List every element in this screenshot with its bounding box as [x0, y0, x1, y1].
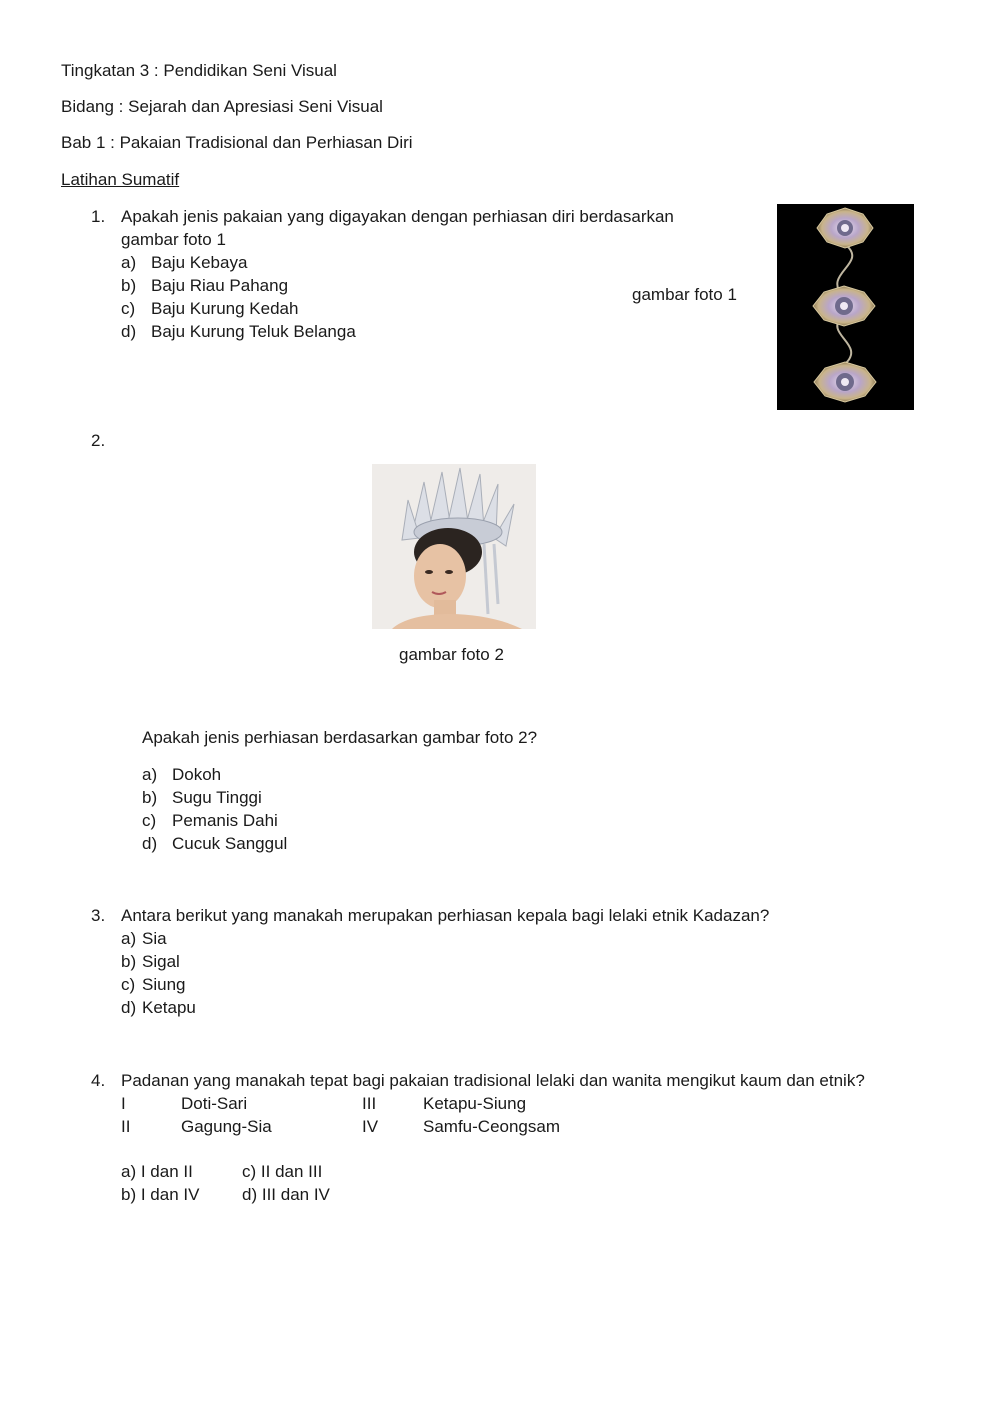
answer-option-b[interactable]: b)	[121, 276, 137, 295]
answer-option-b[interactable]: b)	[142, 788, 158, 807]
statement-numeral: I	[121, 1094, 126, 1113]
answer-option-a[interactable]: a) I dan II	[121, 1162, 193, 1181]
answer-option-text[interactable]: Baju Kebaya	[151, 253, 248, 272]
answer-option-b[interactable]: b)	[121, 952, 137, 971]
answer-option-a[interactable]: a)	[121, 929, 137, 948]
statement-numeral: III	[362, 1094, 377, 1113]
answer-option-a[interactable]: a)	[142, 765, 158, 784]
header-field: Bidang : Sejarah dan Apresiasi Seni Visual	[61, 97, 383, 116]
photo-caption: gambar foto 1	[632, 285, 737, 304]
statement-text: Ketapu-Siung	[423, 1094, 527, 1113]
answer-option-text[interactable]: Cucuk Sanggul	[172, 834, 288, 853]
answer-option-text[interactable]: Sigal	[142, 952, 180, 971]
header-subject: Tingkatan 3 : Pendidikan Seni Visual	[61, 61, 337, 80]
answer-option-d[interactable]: d) III dan IV	[242, 1185, 330, 1204]
answer-option-b[interactable]: b) I dan IV	[121, 1185, 200, 1204]
answer-option-text[interactable]: Baju Kurung Teluk Belanga	[151, 322, 356, 341]
statement-numeral: IV	[362, 1117, 379, 1136]
question-text: Padanan yang manakah tepat bagi pakaian tradisional lelaki dan wanita mengikut kaum dan etnik?	[121, 1071, 865, 1090]
photo-caption: gambar foto 2	[399, 645, 504, 664]
statement-text: Samfu-Ceongsam	[423, 1117, 561, 1136]
answer-option-c[interactable]: c)	[121, 975, 136, 994]
answer-option-text[interactable]: Pemanis Dahi	[172, 811, 278, 830]
answer-option-text[interactable]: Ketapu	[142, 998, 196, 1017]
answer-option-text[interactable]: Dokoh	[172, 765, 222, 784]
answer-option-text[interactable]: Sia	[142, 929, 167, 948]
answer-option-d[interactable]: d)	[142, 834, 158, 853]
question-text: Apakah jenis pakaian yang digayakan dengan perhiasan diri berdasarkan	[121, 207, 674, 226]
question-number: 2.	[91, 431, 106, 450]
statement-text: Gagung-Sia	[181, 1117, 272, 1136]
answer-option-d[interactable]: d)	[121, 322, 137, 341]
question-text: Apakah jenis perhiasan berdasarkan gambar foto 2?	[142, 728, 538, 747]
answer-option-text[interactable]: Baju Riau Pahang	[151, 276, 289, 295]
photo-1-jewelry	[777, 204, 914, 410]
question-text: Antara berikut yang manakah merupakan perhiasan kepala bagi lelaki etnik Kadazan?	[121, 906, 770, 925]
header-chapter: Bab 1 : Pakaian Tradisional dan Perhiasan Diri	[61, 133, 413, 152]
statement-numeral: II	[121, 1117, 131, 1136]
question-text: gambar foto 1	[121, 230, 226, 249]
answer-option-text[interactable]: Siung	[142, 975, 186, 994]
answer-option-c[interactable]: c) II dan III	[242, 1162, 323, 1181]
question-number: 1.	[91, 207, 106, 226]
answer-option-c[interactable]: c)	[121, 299, 136, 318]
answer-option-d[interactable]: d)	[121, 998, 137, 1017]
answer-option-text[interactable]: Baju Kurung Kedah	[151, 299, 299, 318]
answer-option-text[interactable]: Sugu Tinggi	[172, 788, 262, 807]
answer-option-a[interactable]: a)	[121, 253, 137, 272]
question-number: 4.	[91, 1071, 106, 1090]
question-number: 3.	[91, 906, 106, 925]
photo-2-headdress	[372, 464, 536, 629]
answer-option-c[interactable]: c)	[142, 811, 157, 830]
statement-text: Doti-Sari	[181, 1094, 248, 1113]
section-title: Latihan Sumatif	[61, 170, 180, 189]
